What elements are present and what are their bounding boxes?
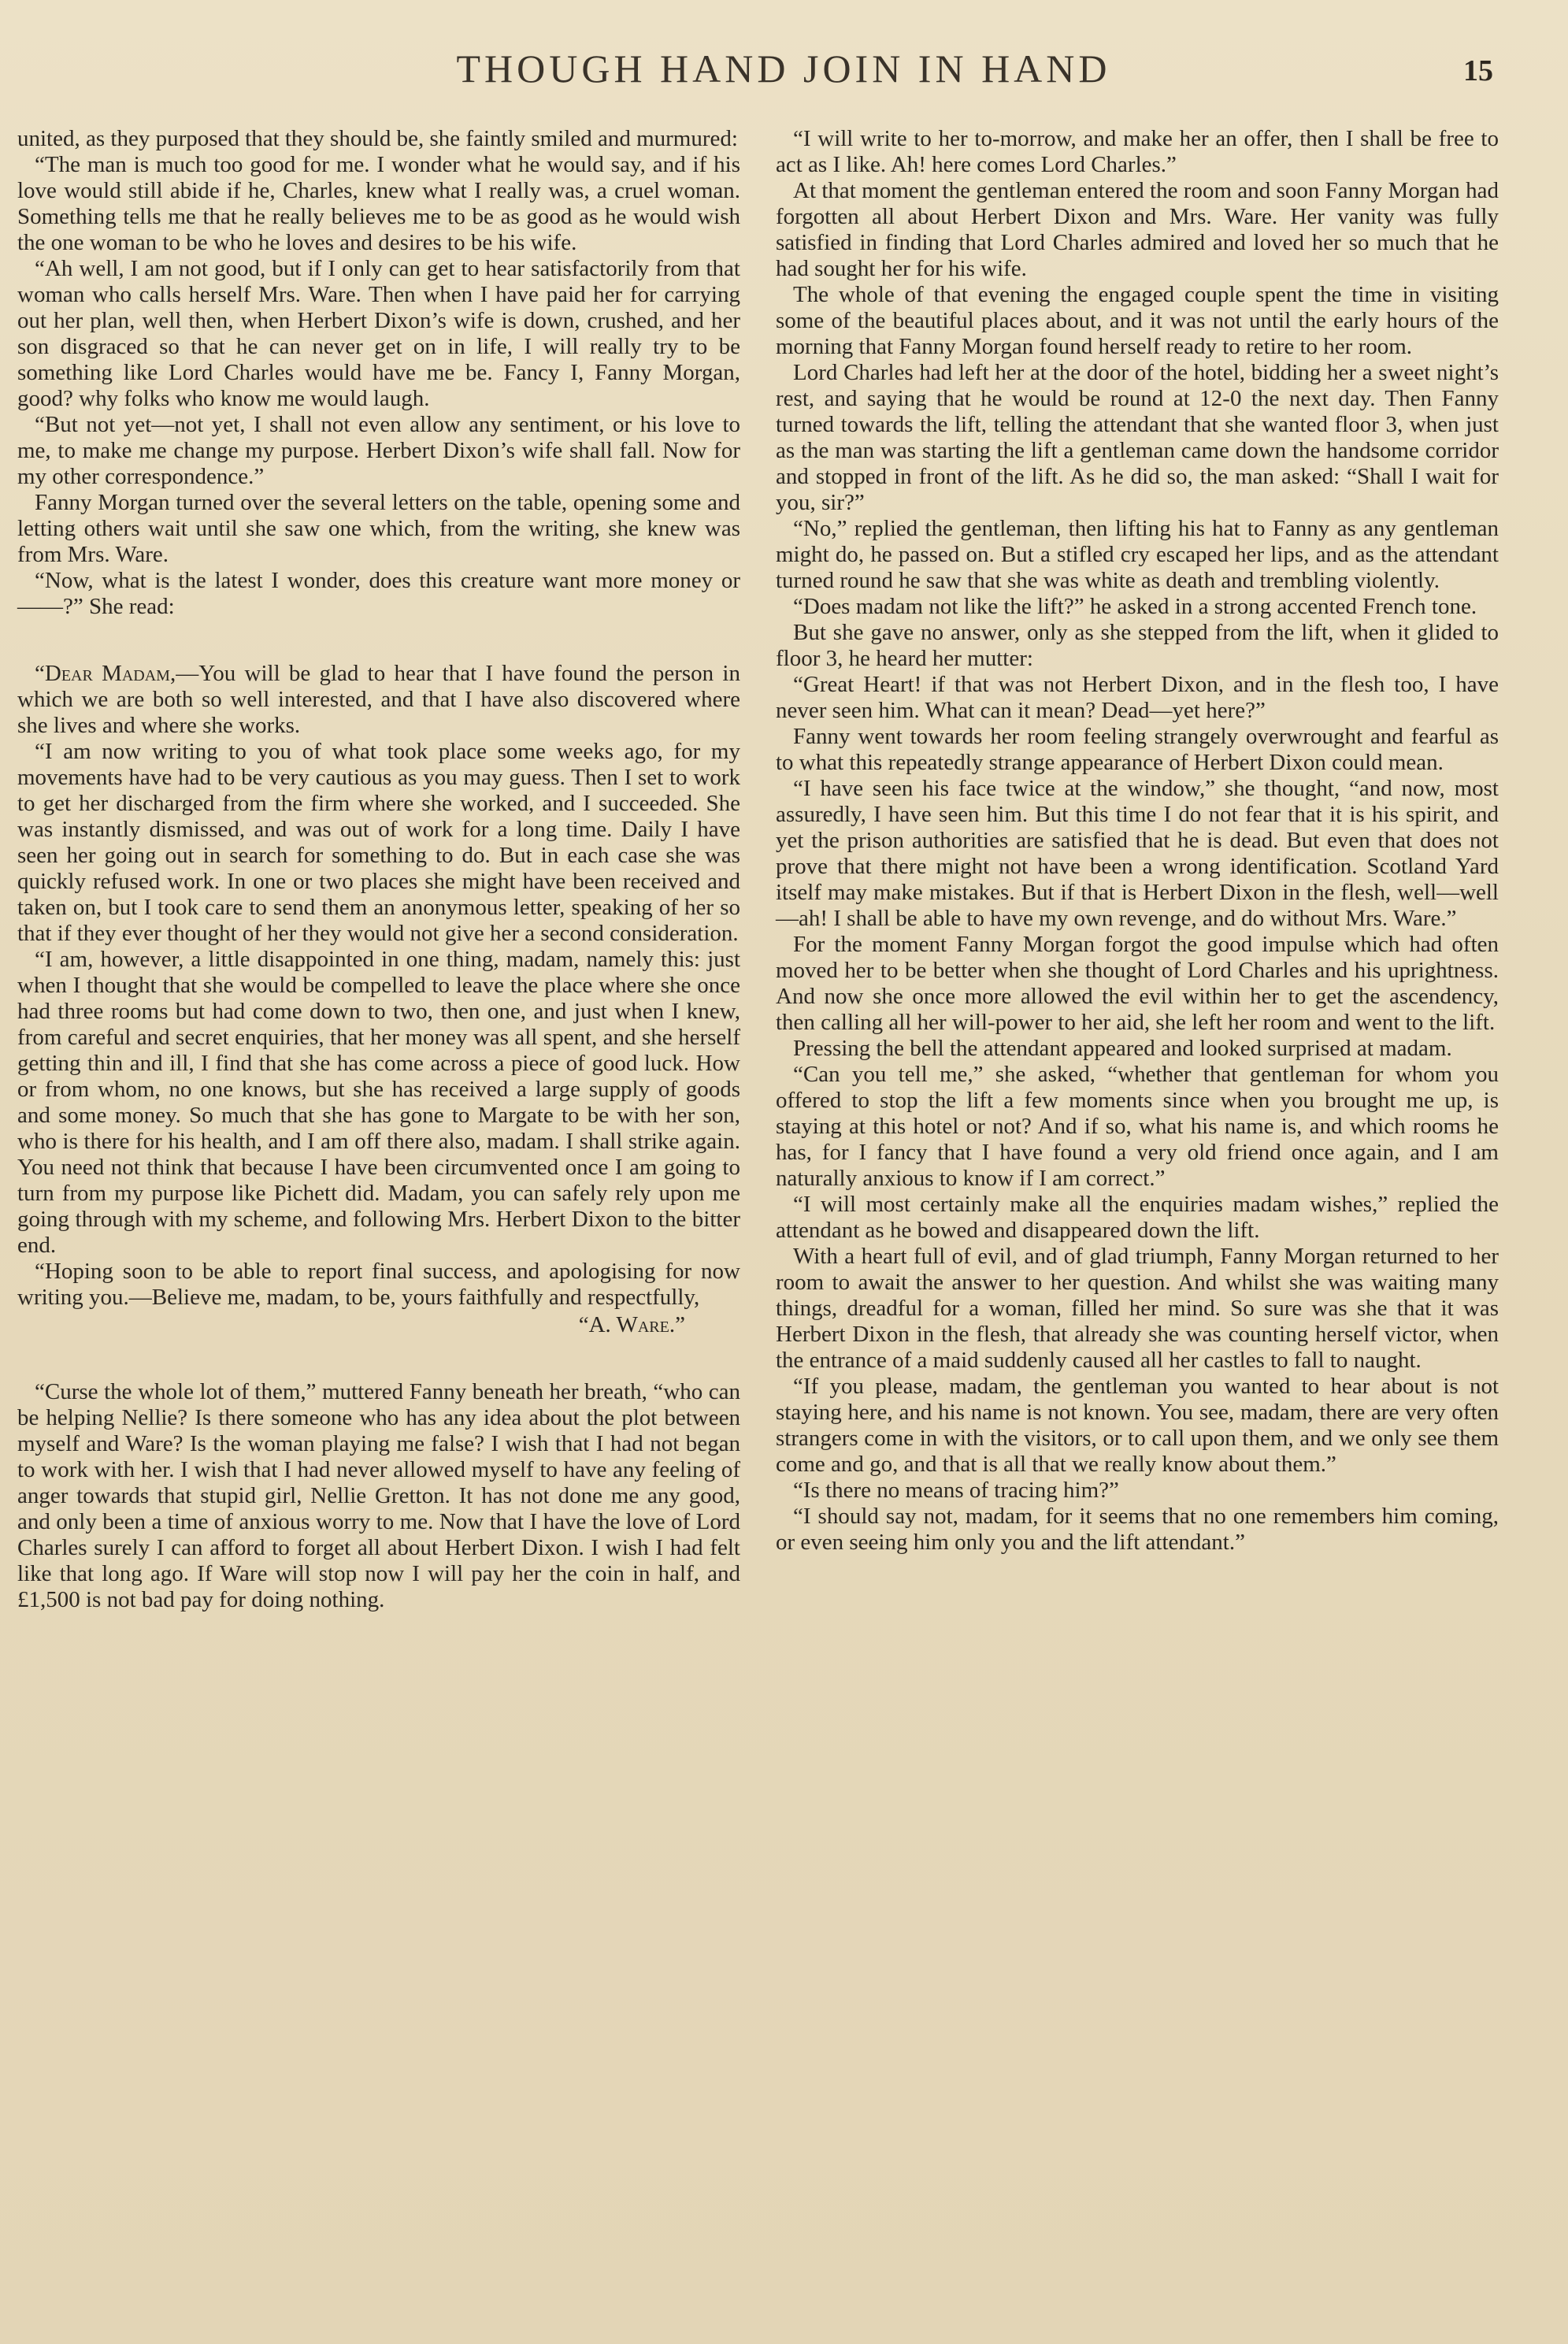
paragraph: “The man is much too good for me. I wonder what he would say, and if his love would still abide if he, Charles, knew what I really was, a cruel woman. Something tells me that he really believes me to be as good as he would wish the one woman to be who he loves and desires to be his wife. (17, 152, 740, 255)
paragraph: “Now, what is the latest I wonder, does this creature want more money or——?” She read: (17, 568, 740, 619)
paragraph: Pressing the bell the attendant appeared and looked surprised at madam. (793, 1036, 1452, 1061)
letter-salutation: “Dear Madam, (35, 661, 176, 686)
paragraph: united, as they purposed that they should be, she faintly smiled and murmured: (17, 126, 738, 151)
paragraph: The whole of that evening the engaged couple spent the time in visiting some of the beautiful places about, and it was not until the early hours of the morning that Fanny Morgan found herself ready to retire to her room. (776, 282, 1499, 359)
paragraph: “I will most certainly make all the enquiries madam wishes,” replied the attendant as he bowed and disappeared down the lift. (776, 1192, 1499, 1243)
paragraph: “I will write to her to-morrow, and make her an offer, then I shall be free to act as I like. Ah! here comes Lord Charles.” (776, 126, 1499, 177)
paragraph: But she gave no answer, only as she stepped from the lift, when it glided to floor 3, he heard her mutter: (776, 620, 1499, 671)
paragraph: Fanny went towards her room feeling strangely overwrought and fearful as to what this repeatedly strange appearance of Herbert Dixon could mean. (776, 724, 1499, 775)
running-title: THOUGH HAND JOIN IN HAND (456, 46, 1111, 91)
paragraph: With a heart full of evil, and of glad triumph, Fanny Morgan returned to her room to await the answer to her question. And whilst she was waiting many things, dreadful for a woman, filled her mind. So sure was she that it was Herbert Dixon in the flesh, that already she was counting herself victor, when the entrance of a maid suddenly caused all her castles to fall to naught. (776, 1244, 1499, 1373)
paragraph: “Is there no means of tracing him?” (793, 1478, 1119, 1503)
left-column (17, 126, 740, 1613)
paragraph: “No,” replied the gentleman, then lifting his hat to Fanny as any gentleman might do, he passed on. But a stifled cry escaped her lips, and as the attendant turned round he saw that she was white as death and trembling violently. (776, 516, 1499, 593)
letter-signature: “A. Ware.” (578, 1312, 685, 1337)
paragraph: At that moment the gentleman entered the room and soon Fanny Morgan had forgotten all about Herbert Dixon and Mrs. Ware. Her vanity was fully satisfied in finding that Lord Charles admired and loved her so much that he had sought her for his wife. (776, 178, 1499, 281)
letter-first-paragraph: —You will be glad to hear that I have found the person in which we are both so well interested, and that I have also discovered where she lives and where she works. (17, 661, 740, 738)
section-gap (17, 1338, 740, 1379)
letter-paragraph: “I am, however, a little disappointed in one thing, madam, namely this: just when I thought that she would be compelled to leave the place where she once had three rooms but had come down to two, then one, and just when I knew, from careful and secret enquiries, that her money was all spent, and she herself getting thin and ill, I find that she has come across a piece of good luck. How or from whom, no one knows, but she has received a large supply of goods and some money. So much that she has gone to Margate to be with her son, who is there for his health, and I am off there also, madam. I shall strike again. You need not think that because I have been circumvented once I am going to turn from my purpose like Pichett did. Madam, you can safely rely upon me going through with my scheme, and following Mrs. Herbert Dixon to the bitter end. (17, 947, 740, 1258)
paragraph: For the moment Fanny Morgan forgot the good impulse which had often moved her to be better when she thought of Lord Charles and his uprightness. And now she once more allowed the evil within her to get the ascendency, then calling all her will-power to her aid, she left her room and went to the lift. (776, 932, 1499, 1035)
paragraph: “If you please, madam, the gentleman you wanted to hear about is not staying here, and his name is not known. You see, madam, there are very often strangers come in with the visitors, or to call upon them, and we only see them come and go, and that is all that we really know about them.” (776, 1374, 1499, 1477)
section-gap (17, 620, 740, 661)
letter-paragraph: “Hoping soon to be able to report final success, and apologising for now writing you.—Believe me, madam, to be, yours faithfully and respectfully, (17, 1259, 740, 1310)
paragraph: “I have seen his face twice at the window,” she thought, “and now, most assuredly, I have seen him. But this time I do not fear that it is his spirit, and yet the prison authorities are satisfied that he is dead. But even that does not prove that there might not have been a wrong identification. Scotland Yard itself may make mistakes. But if that is Herbert Dixon in the flesh, well—well—ah! I shall be able to have my own revenge, and do without Mrs. Ware.” (776, 776, 1499, 931)
right-column (776, 126, 1499, 1556)
page-number: 15 (1463, 54, 1493, 87)
paragraph: “Curse the whole lot of them,” muttered Fanny beneath her breath, “who can be helping Nellie? Is there someone who has any idea about the plot between myself and Ware? Is the woman playing me false? I wish that I had not began to work with her. I wish that I had never allowed myself to have any feeling of anger towards that stupid girl, Nellie Gretton. It has not done me any good, and only been a time of anxious worry to me. Now that I have the love of Lord Charles surely I can afford to forget all about Herbert Dixon. I wish I had felt like that long ago. If Ware will stop now I will pay her the coin in half, and £1,500 is not bad pay for doing nothing. (17, 1379, 740, 1612)
letter-opening (17, 661, 740, 739)
paragraph: “Does madam not like the lift?” he asked in a strong accented French tone. (793, 594, 1477, 619)
page-header (0, 41, 1568, 96)
letter-paragraph: “I am now writing to you of what took place some weeks ago, for my movements have had to be very cautious as you may guess. Then I set to work to get her discharged from the firm where she worked, and I succeeded. She was instantly dismissed, and was out of work for a long time. Daily I have seen her going out in search for something to do. But in each case she was quickly refused work. In one or two places she might have been received and taken on, but I took care to send them an anonymous letter, speaking of her so that if they ever thought of her they would not give her a second consideration. (17, 739, 740, 946)
paragraph: “But not yet—not yet, I shall not even allow any sentiment, or his love to me, to make me change my purpose. Herbert Dixon’s wife shall fall. Now for my other correspondence.” (17, 412, 740, 489)
paragraph: “Great Heart! if that was not Herbert Dixon, and in the flesh too, I have never seen him. What can it mean? Dead—yet here?” (776, 672, 1499, 723)
paragraph: Fanny Morgan turned over the several letters on the table, opening some and letting others wait until she saw one which, from the writing, she knew was from Mrs. Ware. (17, 490, 740, 567)
paragraph: “Can you tell me,” she asked, “whether that gentleman for whom you offered to stop the lift a few moments since when you brought me up, is staying at this hotel or not? And if so, what his name is, and which rooms he has, for I fancy that I have found a very old friend once again, and I am naturally anxious to know if I am correct.” (776, 1062, 1499, 1191)
paragraph: Lord Charles had left her at the door of the hotel, bidding her a sweet night’s rest, and saying that he would be round at 12-0 the next day. Then Fanny turned towards the lift, telling the attendant that she wanted floor 3, when just as the man was starting the lift a gentleman came down the handsome corridor and stopped in front of the lift. As he did so, the man asked: “Shall I wait for you, sir?” (776, 360, 1499, 515)
paragraph: “Ah well, I am not good, but if I only can get to hear satisfactorily from that woman who calls herself Mrs. Ware. Then when I have paid her for carrying out her plan, well then, when Herbert Dixon’s wife is down, crushed, and her son disgraced so that he can never get on in life, I will really try to be something like Lord Charles would have me be. Fancy I, Fanny Morgan, good? why folks who know me would laugh. (17, 256, 740, 411)
paragraph: “I should say not, madam, for it seems that no one remembers him coming, or even seeing him only you and the lift attendant.” (776, 1504, 1499, 1555)
